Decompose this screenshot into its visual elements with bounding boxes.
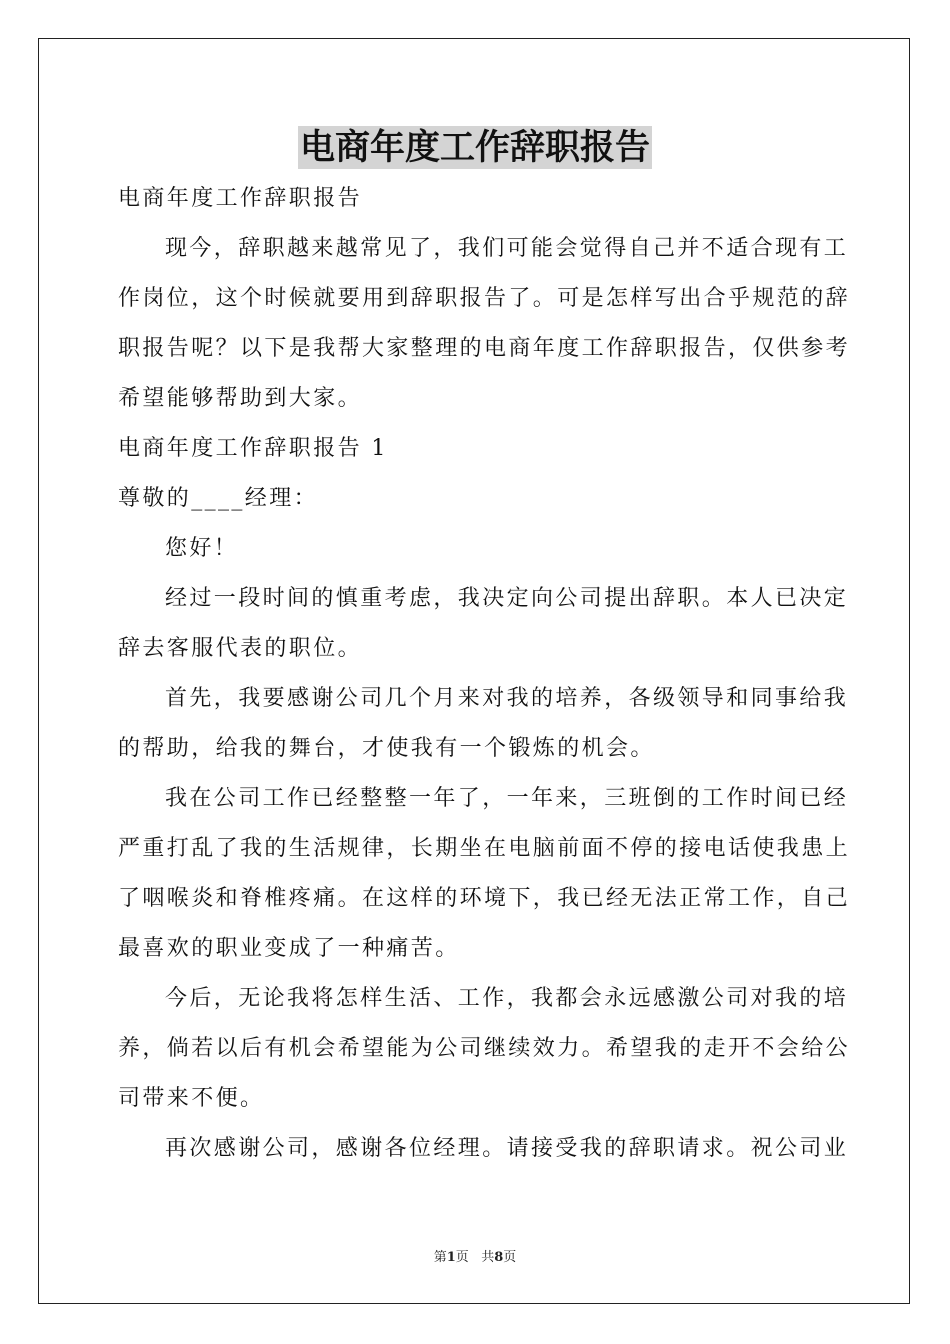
document-subtitle: 电商年度工作辞职报告 bbox=[118, 186, 363, 211]
total-pages: 8 bbox=[494, 1250, 504, 1265]
paragraph-line: 经过一段时间的慎重考虑，我决定向公司提出辞职。本人已决定 bbox=[165, 586, 849, 611]
paragraph-line: 再次感谢公司，感谢各位经理。请接受我的辞职请求。祝公司业 bbox=[165, 1136, 849, 1161]
intro-line: 作岗位，这个时候就要用到辞职报告了。可是怎样写出合乎规范的辞 bbox=[118, 286, 851, 311]
greeting: 您好！ bbox=[165, 536, 239, 561]
page-border bbox=[38, 38, 910, 1304]
section-heading: 电商年度工作辞职报告 1 bbox=[118, 436, 388, 461]
paragraph-line: 了咽喉炎和脊椎疼痛。在这样的环境下，我已经无法正常工作，自己 bbox=[118, 886, 851, 911]
paragraph-line: 的帮助，给我的舞台，才使我有一个锻炼的机会。 bbox=[118, 736, 655, 761]
paragraph-line: 司带来不便。 bbox=[118, 1086, 265, 1111]
document-title: 电商年度工作辞职报告 bbox=[299, 127, 650, 168]
page-suffix: 页 bbox=[455, 1250, 469, 1265]
intro-line: 职报告呢？以下是我帮大家整理的电商年度工作辞职报告，仅供参考 bbox=[118, 336, 851, 361]
paragraph-line: 我在公司工作已经整整一年了，一年来，三班倒的工作时间已经 bbox=[165, 786, 849, 811]
paragraph-line: 养，倘若以后有机会希望能为公司继续效力。希望我的走开不会给公 bbox=[118, 1036, 851, 1061]
paragraph-line: 严重打乱了我的生活规律，长期坐在电脑前面不停的接电话使我患上 bbox=[118, 836, 851, 861]
paragraph-line: 最喜欢的职业变成了一种痛苦。 bbox=[118, 936, 460, 961]
page-number: 1 bbox=[446, 1250, 456, 1265]
total-prefix: 共 bbox=[481, 1250, 495, 1265]
paragraph-line: 辞去客服代表的职位。 bbox=[118, 636, 363, 661]
intro-line: 希望能够帮助到大家。 bbox=[118, 386, 363, 411]
salutation: 尊敬的____经理： bbox=[118, 486, 319, 511]
intro-line: 现今，辞职越来越常见了，我们可能会觉得自己并不适合现有工 bbox=[165, 236, 849, 261]
total-suffix: 页 bbox=[503, 1250, 517, 1265]
page-prefix: 第 bbox=[433, 1250, 447, 1265]
title-container bbox=[0, 126, 950, 169]
paragraph-line: 首先，我要感谢公司几个月来对我的培养，各级领导和同事给我 bbox=[165, 686, 849, 711]
paragraph-line: 今后，无论我将怎样生活、工作，我都会永远感激公司对我的培 bbox=[165, 986, 849, 1011]
page-footer bbox=[0, 1246, 950, 1265]
